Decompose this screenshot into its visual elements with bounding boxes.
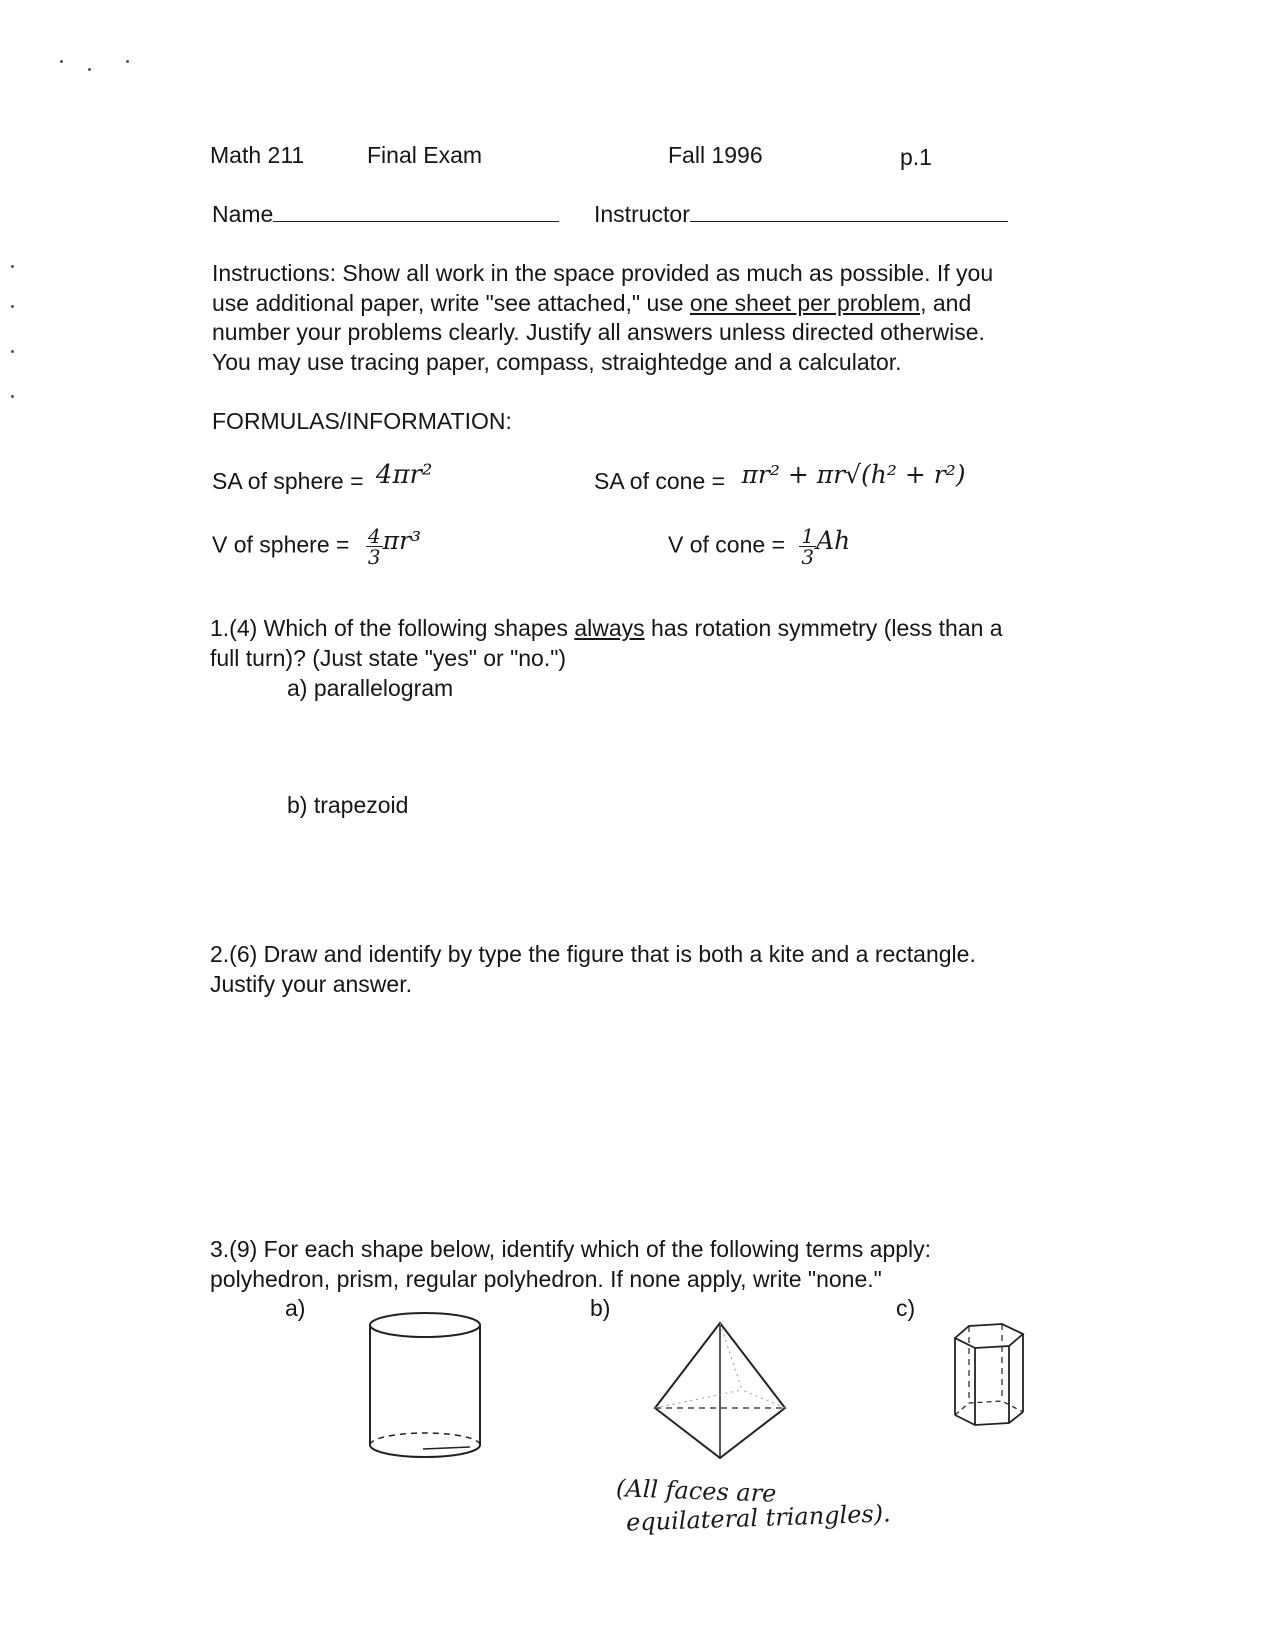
scan-speck xyxy=(126,60,129,63)
question-1a: a) parallelogram xyxy=(287,675,454,701)
course-title: Math 211 xyxy=(210,142,305,168)
question-2-line: Justify your answer. xyxy=(210,970,412,997)
instructions-line: Instructions: Show all work in the space provided as much as possible. If you xyxy=(212,260,994,286)
name-blank[interactable] xyxy=(273,199,559,222)
question-3-line: polyhedron, prism, regular polyhedron. If none apply, write "none." xyxy=(210,1265,882,1292)
question-1-line: 1.(4) Which of the following shapes always has rotation symmetry (less than a xyxy=(210,615,1003,641)
exam-term: Fall 1996 xyxy=(668,142,763,168)
sa-sphere-label: SA of sphere = xyxy=(212,468,364,494)
exam-title: Final Exam xyxy=(367,142,483,168)
page-number: p.1 xyxy=(900,144,932,170)
question-3-line: 3.(9) For each shape below, identify which of the following terms apply: xyxy=(210,1236,932,1262)
octahedron-icon xyxy=(650,1318,790,1468)
v-sphere-formula xyxy=(212,526,421,567)
v-sphere-fraction: $\frac{4}{3}$ xyxy=(367,524,381,569)
instructor-blank[interactable] xyxy=(690,199,1008,222)
question-3c-label: c) xyxy=(896,1295,916,1321)
cylinder-icon xyxy=(365,1310,485,1460)
hexagonal-prism-icon xyxy=(947,1320,1037,1435)
v-cone-fraction: $\frac{1}{3}$ xyxy=(801,524,815,569)
name-field[interactable] xyxy=(212,199,559,229)
scan-speck xyxy=(60,60,63,63)
instructor-field[interactable] xyxy=(594,199,1008,229)
question-1 xyxy=(210,614,1003,673)
name-label: Name xyxy=(212,201,274,227)
octahedron-note-line1: (All faces are xyxy=(615,1474,777,1508)
scan-speck xyxy=(11,305,14,308)
v-sphere-label: V of sphere = xyxy=(212,531,350,558)
scan-speck xyxy=(11,350,14,353)
question-3a-label: a) xyxy=(285,1295,306,1321)
v-cone-value: Ah xyxy=(816,525,851,555)
scan-speck xyxy=(11,395,14,398)
sa-cone-formula xyxy=(594,460,966,496)
instructions xyxy=(212,259,993,377)
sa-sphere-formula xyxy=(212,460,433,496)
instructor-label: Instructor xyxy=(594,201,690,227)
sa-cone-label: SA of cone = xyxy=(594,468,726,494)
sa-cone-value: πr² + πr√(h² + r²) xyxy=(741,460,966,489)
octahedron-note-line2: equilateral triangles). xyxy=(625,1499,892,1537)
v-cone-label: V of cone = xyxy=(668,531,785,558)
question-1b: b) trapezoid xyxy=(287,792,409,818)
v-cone-formula xyxy=(668,526,850,567)
formulas-heading: FORMULAS/INFORMATION: xyxy=(212,408,512,434)
scan-speck xyxy=(88,68,91,71)
question-3b-label: b) xyxy=(590,1295,611,1321)
sa-sphere-value: 4πr² xyxy=(375,460,433,490)
instructions-line: use additional paper, write "see attached," use one sheet per problem, and xyxy=(212,289,972,316)
v-sphere-value: πr³ xyxy=(382,525,421,555)
question-2-line: 2.(6) Draw and identify by type the figure that is both a kite and a rectangle. xyxy=(210,941,976,967)
instructions-line: number your problems clearly. Justify all answers unless directed otherwise. xyxy=(212,319,985,345)
question-2 xyxy=(210,940,976,999)
question-1-line: full turn)? (Just state "yes" or "no.") xyxy=(210,644,567,671)
instructions-line: You may use tracing paper, compass, straightedge and a calculator. xyxy=(212,348,902,375)
scan-speck xyxy=(11,265,14,268)
question-3 xyxy=(210,1235,931,1294)
